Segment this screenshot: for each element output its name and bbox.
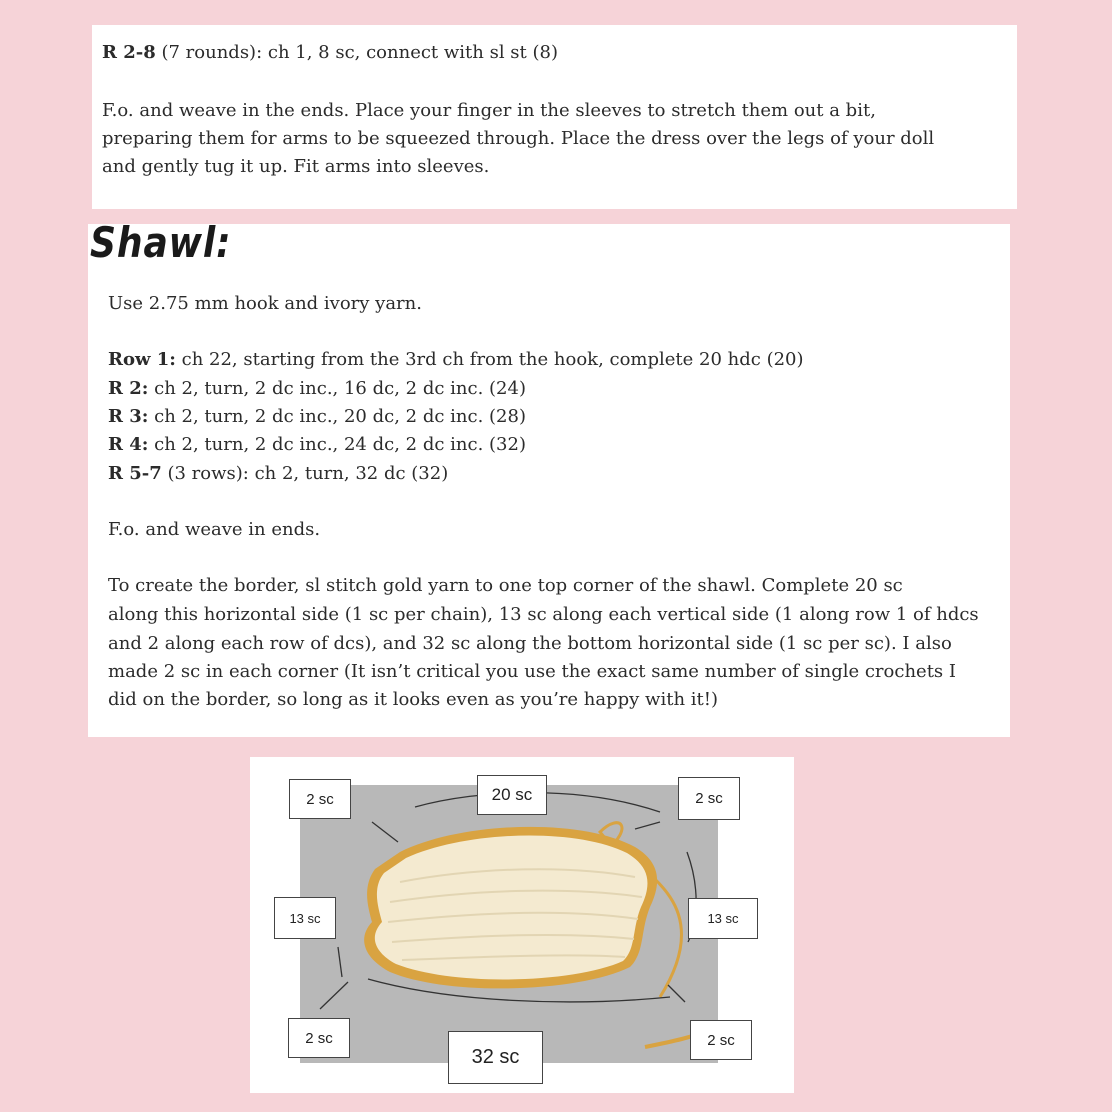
row-label: R 3: [108, 406, 149, 427]
row-label: R 5-7 [108, 463, 162, 484]
label-top-right-corner: 2 sc [678, 777, 740, 820]
label-bottom-right-corner: 2 sc [690, 1020, 752, 1060]
instructions-card-dress [92, 25, 1017, 209]
row-line [108, 460, 448, 488]
border-line: and 2 along each row of dcs), and 32 sc along the bottom horizontal side (1 sc per sc). I also [108, 633, 952, 654]
label-top-side: 20 sc [477, 775, 547, 815]
row-line [108, 346, 804, 374]
round-label: R 2-8 [102, 42, 156, 63]
border-line: made 2 sc in each corner (It isn’t critical you use the exact same number of single crochets I [108, 661, 957, 682]
label-bottom-side: 32 sc [448, 1031, 543, 1084]
label-right-side: 13 sc [688, 898, 758, 939]
border-line: To create the border, sl stitch gold yarn to one top corner of the shawl. Complete 20 sc [108, 575, 903, 596]
row-line [108, 431, 526, 459]
label-top-left-corner: 2 sc [289, 779, 351, 819]
hook-line: Use 2.75 mm hook and ivory yarn. [108, 293, 422, 314]
row-label: R 2: [108, 378, 149, 399]
border-line: along this horizontal side (1 sc per chain), 13 sc along each vertical side (1 along row 1 of hdcs [108, 604, 979, 625]
row-text: ch 2, turn, 2 dc inc., 24 dc, 2 dc inc. (32) [148, 434, 526, 455]
round-text: (7 rounds): ch 1, 8 sc, connect with sl st (8) [155, 42, 558, 63]
border-line: did on the border, so long as it looks even as you’re happy with it!) [108, 689, 719, 710]
row-line [108, 375, 526, 403]
shawl-ivory [375, 835, 648, 979]
row-text: ch 2, turn, 2 dc inc., 16 dc, 2 dc inc. (24) [148, 378, 526, 399]
label-bottom-left-corner: 2 sc [288, 1018, 350, 1058]
row-label: Row 1: [108, 349, 176, 370]
paragraph-line: F.o. and weave in the ends. Place your finger in the sleeves to stretch them out a bit, [102, 100, 876, 121]
row-text: ch 22, starting from the 3rd ch from the hook, complete 20 hdc (20) [175, 349, 804, 370]
instructions-card-shawl [88, 218, 1010, 737]
row-text: ch 2, turn, 2 dc inc., 20 dc, 2 dc inc. (28) [148, 406, 526, 427]
shawl-diagram [250, 757, 794, 1093]
label-left-side: 13 sc [274, 897, 336, 939]
row-line [108, 403, 526, 431]
paragraph-line: and gently tug it up. Fit arms into sleeves. [102, 156, 490, 177]
row-label: R 4: [108, 434, 149, 455]
section-heading: Shawl: [90, 218, 232, 267]
row-text: (3 rows): ch 2, turn, 32 dc (32) [161, 463, 449, 484]
round-2-8-line [102, 39, 558, 67]
paragraph-line: preparing them for arms to be squeezed through. Place the dress over the legs of your doll [102, 128, 935, 149]
fo-line: F.o. and weave in ends. [108, 519, 321, 540]
